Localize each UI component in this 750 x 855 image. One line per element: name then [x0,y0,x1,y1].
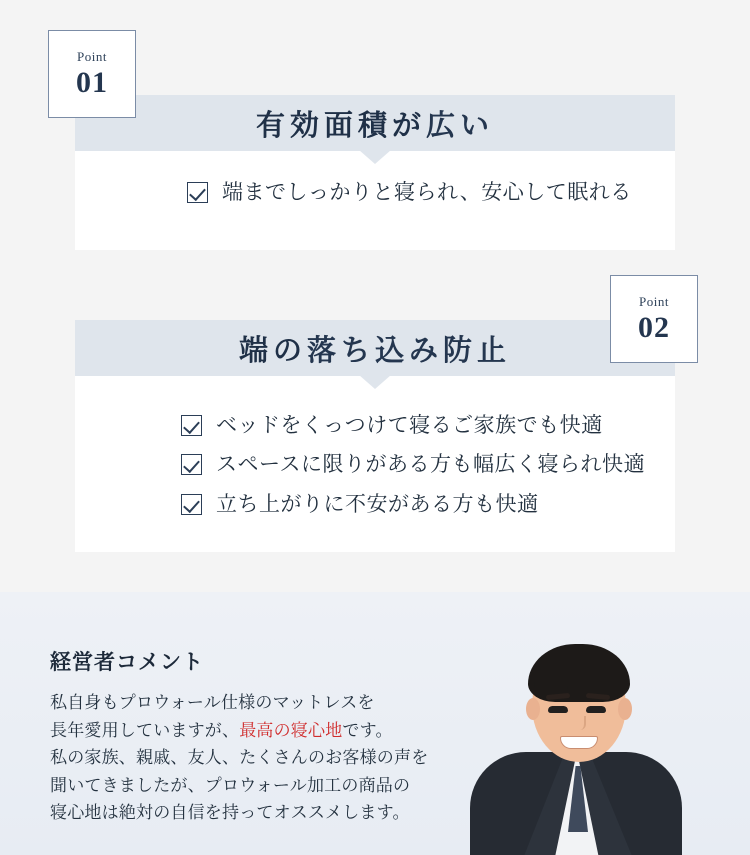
list-item-label: 端までしっかりと寝られ、安心して眠れる [222,180,632,204]
list-item-label: スペースに限りがある方も幅広く寝られ快適 [216,452,645,477]
check-icon [187,182,208,203]
list-item-label: ベッドをくっつけて寝るご家族でも快適 [216,413,603,437]
list-item-label: 立ち上がりに不安がある方も快適 [216,491,539,516]
feature-section-2-title [239,328,511,369]
check-icon [181,454,202,475]
feature-section-2-title-emphasis: 落ち込み防止 [307,334,512,367]
photo-ear-right [618,698,632,720]
owner-comment-title: 経営者コメント [50,651,204,674]
owner-comment-line-text: 長年愛用していますが、 [50,720,240,740]
owner-comment-line-text: 聞いてきましたが、プロウォール加工の商品の [50,775,411,795]
owner-comment-line-text: 私自身もプロウォール仕様のマットレスを [50,693,375,712]
point-badge-01-label: Point [77,49,107,64]
check-icon [181,494,202,515]
point-badge-01 [48,30,136,118]
point-badge-02-number: 02 [638,311,670,344]
photo-eye-left [548,706,568,713]
point-badge-02 [610,275,698,363]
feature-section-1-header [75,95,675,151]
check-icon [181,415,202,436]
feature-section-1 [75,95,675,250]
photo-eye-right [586,706,606,713]
owner-comment-line-text: 私の家族、親戚、友人、たくさんのお客様の声を [50,748,429,768]
owner-comment-band [0,592,750,855]
owner-comment-highlight: 最高の寝心地 [239,720,343,740]
photo-hair [528,644,630,702]
point-badge-01-number: 01 [76,66,108,99]
feature-section-1-title-emphasis: 広い [426,109,495,142]
list-item [75,177,675,207]
owner-comment-line-text: 寝心地は絶対の自信を持ってオススメします。 [50,803,410,823]
feature-section-1-title [256,103,494,144]
list-item [75,410,675,440]
point-badge-02-label: Point [639,294,669,309]
feature-section-2-header [75,320,675,376]
photo-mouth [560,736,598,749]
owner-comment-line-text-tail: です。 [342,720,393,740]
list-item [75,489,675,519]
owner-photo [460,640,690,855]
feature-section-2 [75,320,675,552]
down-arrow-icon [359,150,391,164]
photo-nose [574,716,586,730]
down-arrow-icon [359,375,391,389]
feature-section-1-title-plain: 有効面積が [255,109,426,142]
feature-section-2-body [75,376,675,552]
feature-section-2-title-plain: 端の [238,334,307,367]
photo-ear-left [526,698,540,720]
list-item [75,449,675,479]
